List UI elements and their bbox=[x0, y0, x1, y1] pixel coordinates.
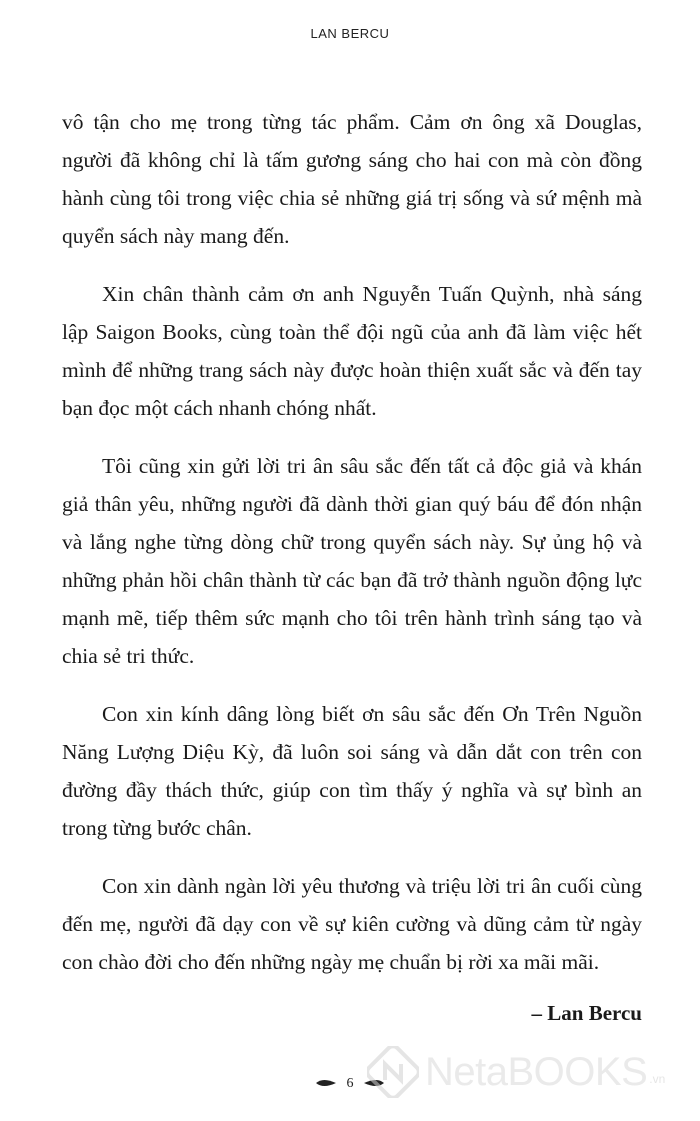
running-header: LAN BERCU bbox=[310, 26, 390, 41]
watermark-brand: NetaBOOKS bbox=[425, 1049, 648, 1094]
paragraph-thanks-readers: Tôi cũng xin gửi lời tri ân sâu sắc đến tất cả độc giả và khán giả thân yêu, những người đã dành thời gian quý báu để đón nhận và lắng nghe từng dòng chữ trong quyển sách này. Sự ủng hộ và những phản hồi chân thành từ các bạn đã trở thành nguồn động lực mạnh mẽ, tiếp thêm sức mạnh cho tôi trên hành trình sáng tạo và chia sẻ tri thức. bbox=[62, 454, 642, 668]
watermark-suffix: .vn bbox=[649, 1072, 666, 1086]
page-number: 6 bbox=[346, 1076, 354, 1091]
author-signature: – Lan Bercu bbox=[531, 1001, 642, 1025]
netabooks-logo-icon bbox=[367, 1046, 419, 1098]
left-ornament-icon bbox=[315, 1079, 337, 1090]
paragraph-thanks-mother: Con xin dành ngàn lời yêu thương và triệu lời tri ân cuối cùng đến mẹ, người đã dạy con về sự kiên cường và dũng cảm từ ngày con chào đời cho đến những ngày mẹ chuẩn bị rời xa mãi mãi. bbox=[62, 874, 642, 974]
paragraph-thanks-publisher: Xin chân thành cảm ơn anh Nguyễn Tuấn Quỳnh, nhà sáng lập Saigon Books, cùng toàn thể đội ngũ của anh đã làm việc hết mình để những trang sách này được hoàn thiện xuất sắc và đến tay bạn đọc một cách nhanh chóng nhất. bbox=[62, 282, 642, 420]
page-body bbox=[62, 103, 642, 1026]
paragraph-continued: vô tận cho mẹ trong từng tác phẩm. Cảm ơn ông xã Douglas, người đã không chỉ là tấm gương sáng cho hai con mà còn đồng hành cùng tôi trong việc chia sẻ những giá trị sống và sứ mệnh mà quyển sách này mang đến. bbox=[62, 110, 642, 248]
paragraph-thanks-divine: Con xin kính dâng lòng biết ơn sâu sắc đến Ơn Trên Nguồn Năng Lượng Diệu Kỳ, đã luôn soi sáng và dẫn dắt con trên con đường đầy thách thức, giúp con tìm thấy ý nghĩa và sự bình an trong từng bước chân. bbox=[62, 702, 642, 840]
netabooks-watermark bbox=[367, 1042, 665, 1102]
